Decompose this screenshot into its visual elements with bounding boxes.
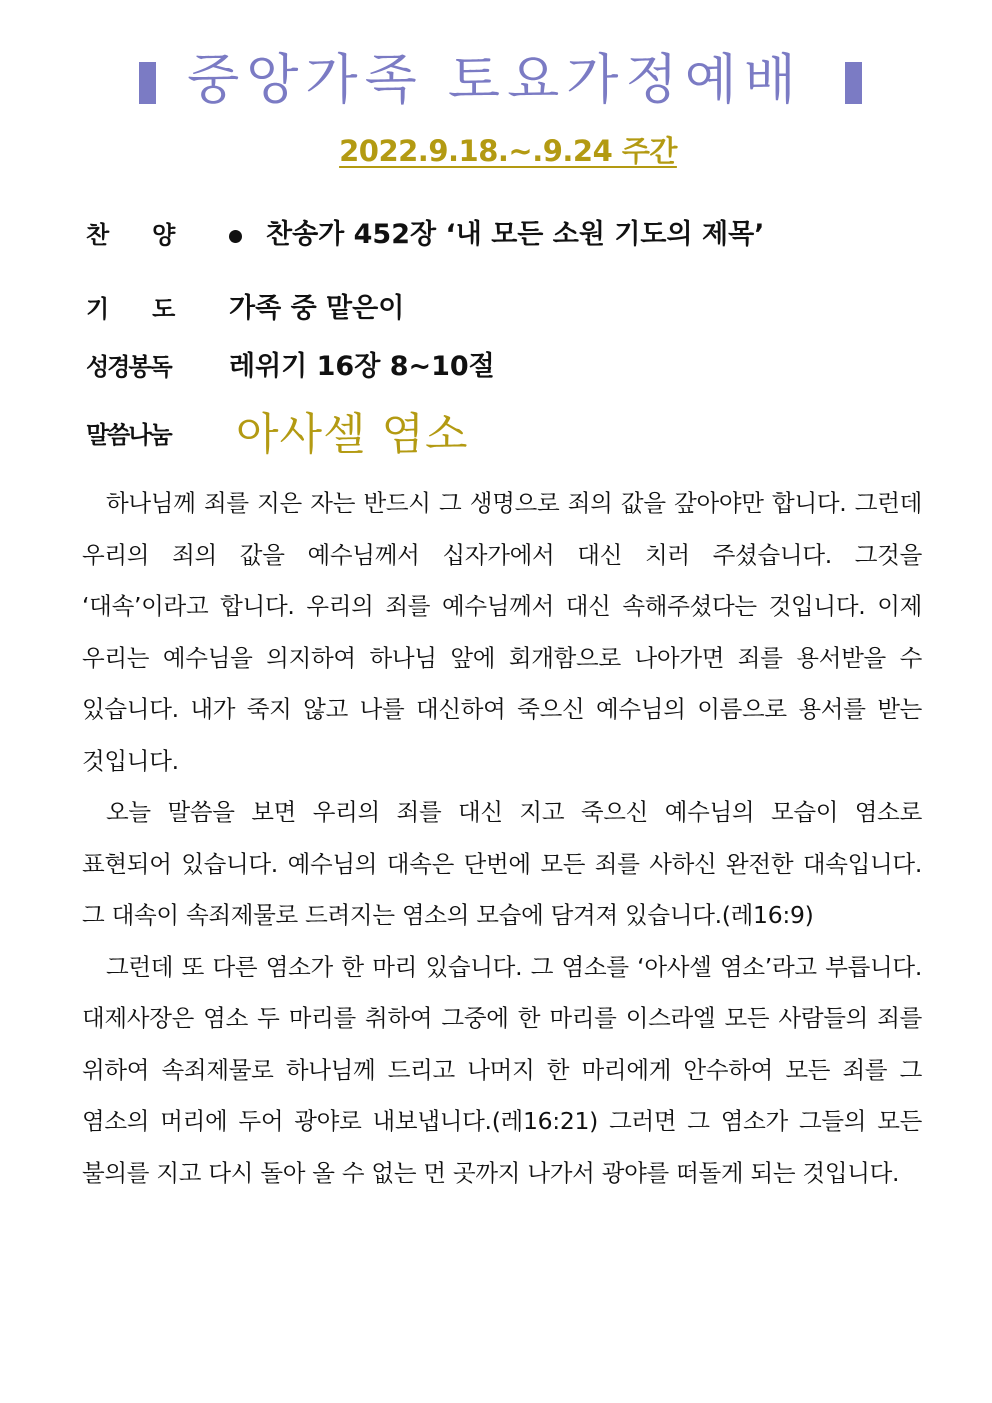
sermon-body [82, 478, 922, 1199]
sermon-title: 아사셀 염소 [236, 409, 469, 460]
sermon-label: 말씀나눔 [86, 421, 171, 449]
prayer-row [0, 284, 992, 334]
week-range: 2022.9.18.~.9.24 주간 [339, 134, 677, 168]
sermon-row [0, 410, 992, 460]
body-paragraph-1: 하나님께 죄를 지은 자는 반드시 그 생명으로 죄의 값을 갚아야만 합니다. 그런데 우리의 죄의 값을 예수님께서 십자가에서 대신 치러 주셨습니다. 그것을 ‘대속’이라고 합니다. 우리의 죄를 예수님께서 대신 속해주셨다는 것입니다. 이제 우리는 예수님을 의지하여 하나님 앞에 회개함으로 나아가면 죄를 용서받을 수 있습니다. 내가 죽지 않고 나를 대신하여 죽으신 예수님의 이름으로 용서를 받는 것입니다. [82, 489, 922, 775]
title-bar-right [845, 62, 862, 104]
reading-label: 성경봉독 [86, 353, 171, 381]
body-paragraph-3: 그런데 또 다른 염소가 한 마리 있습니다. 그 염소를 ‘아사셀 염소’라고 부릅니다. 대제사장은 염소 두 마리를 취하여 그중에 한 마리를 이스라엘 모든 사람들의 죄를 위하여 속죄제물로 하나님께 드리고 나머지 한 마리에게 안수하여 모든 죄를 그 염소의 머리에 두어 광야로 내보냅니다.(레16:21) 그러면 그 염소가 그들의 모든 불의를 지고 다시 돌아 올 수 없는 먼 곳까지 나가서 광야를 떠돌게 되는 것입니다. [82, 952, 922, 1187]
praise-row [0, 210, 992, 260]
title-bar-left [139, 62, 156, 104]
body-paragraph-2: 오늘 말씀을 보면 우리의 죄를 대신 지고 죽으신 예수님의 모습이 염소로 표현되어 있습니다. 예수님의 대속은 단번에 모든 죄를 사하신 완전한 대속입니다. 그 대속이 속죄제물로 드려지는 염소의 모습에 담겨져 있습니다.(레16:9) [82, 798, 922, 929]
reading-row [0, 342, 992, 392]
title-row [0, 40, 992, 120]
prayer-label: 기도 [86, 295, 219, 323]
bullet-icon [229, 230, 242, 243]
page-title: 중앙가족 토요가정예배 [187, 48, 803, 111]
prayer-value: 가족 중 맡은이 [229, 293, 405, 324]
reading-value: 레위기 16장 8~10절 [229, 351, 495, 382]
praise-label: 찬양 [86, 221, 219, 249]
praise-value: 찬송가 452장 ‘내 모든 소원 기도의 제목’ [266, 219, 765, 250]
